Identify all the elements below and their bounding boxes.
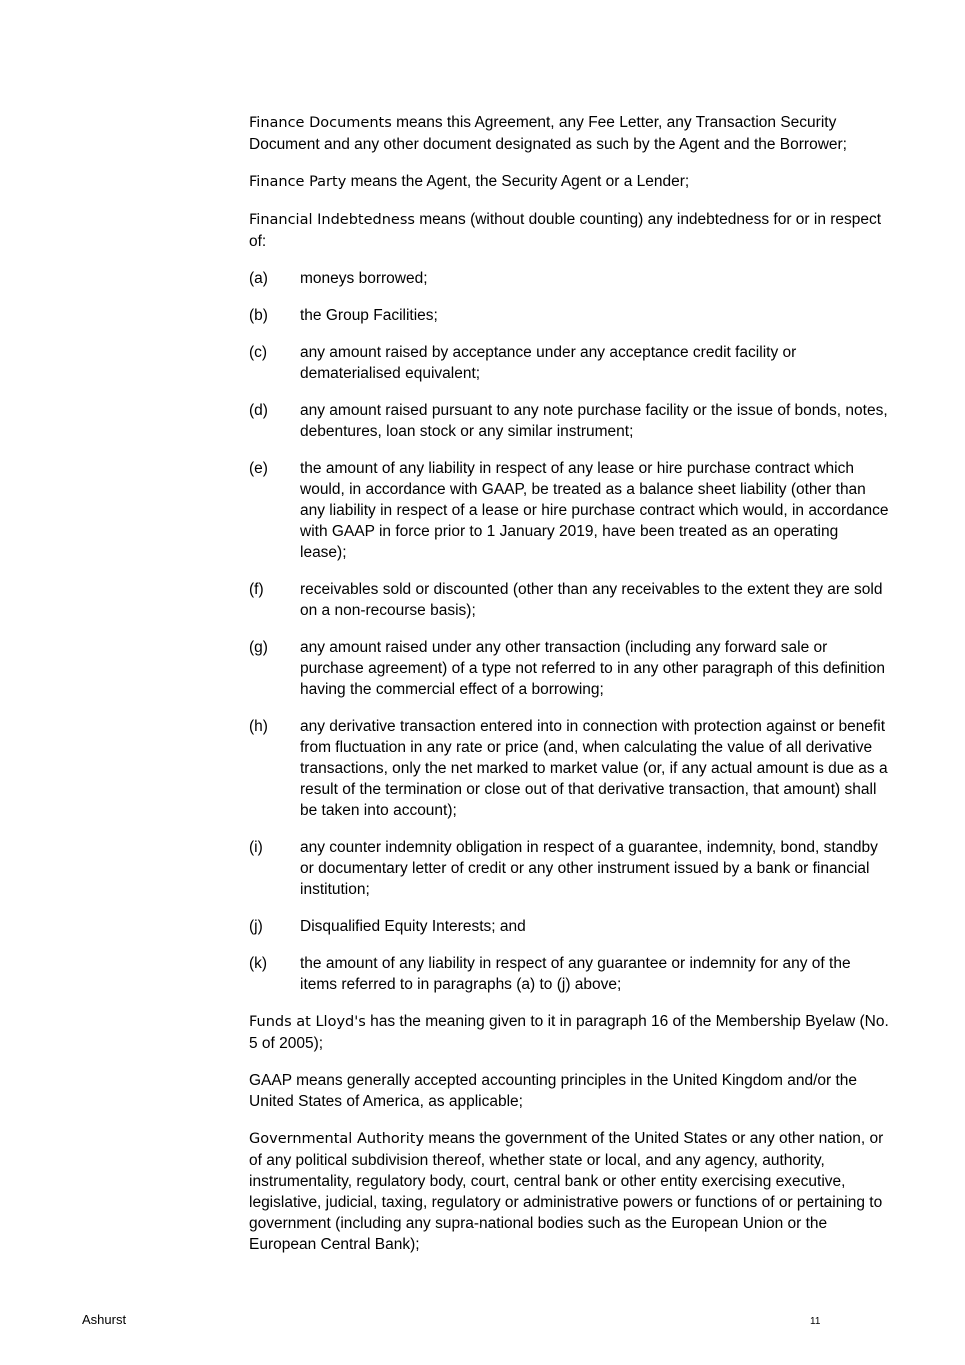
item-text: the Group Facilities;	[300, 307, 438, 324]
item-text: any amount raised by acceptance under any acceptance credit facility or dematerialised equivalent;	[300, 344, 797, 382]
list-item	[249, 400, 889, 442]
item-text: Disqualified Equity Interests; and	[300, 918, 526, 935]
item-text: moneys borrowed;	[300, 270, 428, 287]
definition-text: means this Agreement, any Fee Letter, any Transaction Security Document and any other document designated as such by the Agent and the Borrower;	[249, 114, 847, 153]
definition-text: means generally accepted accounting principles in the United Kingdom and/or the United States of America, as applicable;	[249, 1072, 858, 1110]
definition-funds-at-lloyds	[249, 1011, 889, 1054]
document-body	[249, 112, 889, 1271]
list-item	[249, 953, 889, 995]
item-text: any derivative transaction entered into in connection with protection against or benefit from fluctuation in any rate or price (and, when calculating the value of all derivative transactions, only the net marked to market value (or, if any actual amount is due as a result of the termination or close out of that derivative transaction, that amount) shall be taken into account);	[300, 718, 888, 819]
item-text: receivables sold or discounted (other than any receivables to the extent they are sold on a non-recourse basis);	[300, 581, 883, 619]
defined-term: Financial Indebtedness	[249, 212, 415, 228]
page-number: 11	[810, 1316, 821, 1327]
list-item	[249, 268, 889, 289]
item-text: any counter indemnity obligation in respect of a guarantee, indemnity, bond, standby or documentary letter of credit or any other instrument issued by a bank or financial institution;	[300, 839, 878, 898]
definition-text: has the meaning given to it in paragraph 16 of the Membership Byelaw (No. 5 of 2005);	[249, 1013, 889, 1052]
item-text: any amount raised pursuant to any note purchase facility or the issue of bonds, notes, debentures, loan stock or any similar instrument;	[300, 402, 888, 440]
list-item	[249, 837, 889, 900]
item-label: (f)	[249, 581, 264, 598]
definition-gaap	[249, 1070, 889, 1112]
list-item	[249, 458, 889, 563]
defined-term: Finance Party	[249, 174, 347, 190]
defined-term: Finance Documents	[249, 115, 392, 131]
item-label: (d)	[249, 402, 268, 419]
list-item	[249, 579, 889, 621]
item-label: (b)	[249, 307, 268, 324]
list-item	[249, 637, 889, 700]
item-text: the amount of any liability in respect of any guarantee or indemnity for any of the items referred to in paragraphs (a) to (j) above;	[300, 955, 851, 993]
item-label: (c)	[249, 344, 268, 361]
item-label: (k)	[249, 955, 268, 972]
item-label: (j)	[249, 918, 263, 935]
definition-finance-party	[249, 171, 889, 193]
defined-term: Funds at Lloyd's	[249, 1014, 366, 1030]
definition-text: means the government of the United States or any other nation, or of any political subdivision thereof, whether state or local, and any agency, authority, instrumentality, regulatory body, court, central bank or other entity exercising executive, legislative, judicial, taxing, regulatory or administrative powers or functions of or pertaining to government (including any supra-national bodies such as the European Union or the European Central Bank);	[249, 1130, 884, 1253]
list-item	[249, 305, 889, 326]
list-item	[249, 716, 889, 821]
item-text: any amount raised under any other transaction (including any forward sale or purchase agreement) of a type not referred to in any other paragraph of this definition having the commercial effect of a borrowing;	[300, 639, 886, 698]
definition-text: means the Agent, the Security Agent or a Lender;	[346, 173, 690, 190]
item-label: (e)	[249, 460, 268, 477]
item-label: (h)	[249, 718, 268, 735]
definition-governmental-authority	[249, 1128, 889, 1255]
list-item	[249, 916, 889, 937]
item-text: the amount of any liability in respect of any lease or hire purchase contract which would, in accordance with GAAP, be treated as a balance sheet liability (other than any liability in respect of a lease or hire purchase contract which would, in accordance with GAAP in force prior to 1 January 2019, have been treated as an operating lease);	[300, 460, 889, 561]
item-label: (i)	[249, 839, 263, 856]
definition-financial-indebtedness	[249, 209, 889, 252]
item-label: (a)	[249, 270, 268, 287]
definition-finance-documents	[249, 112, 889, 155]
defined-term: Governmental Authority	[249, 1131, 425, 1147]
item-label: (g)	[249, 639, 268, 656]
defined-term: GAAP	[249, 1072, 292, 1089]
footer-firm-name: Ashurst	[82, 1312, 127, 1327]
definition-text: means (without double counting) any indebtedness for or in respect of:	[249, 211, 882, 250]
list-item	[249, 342, 889, 384]
